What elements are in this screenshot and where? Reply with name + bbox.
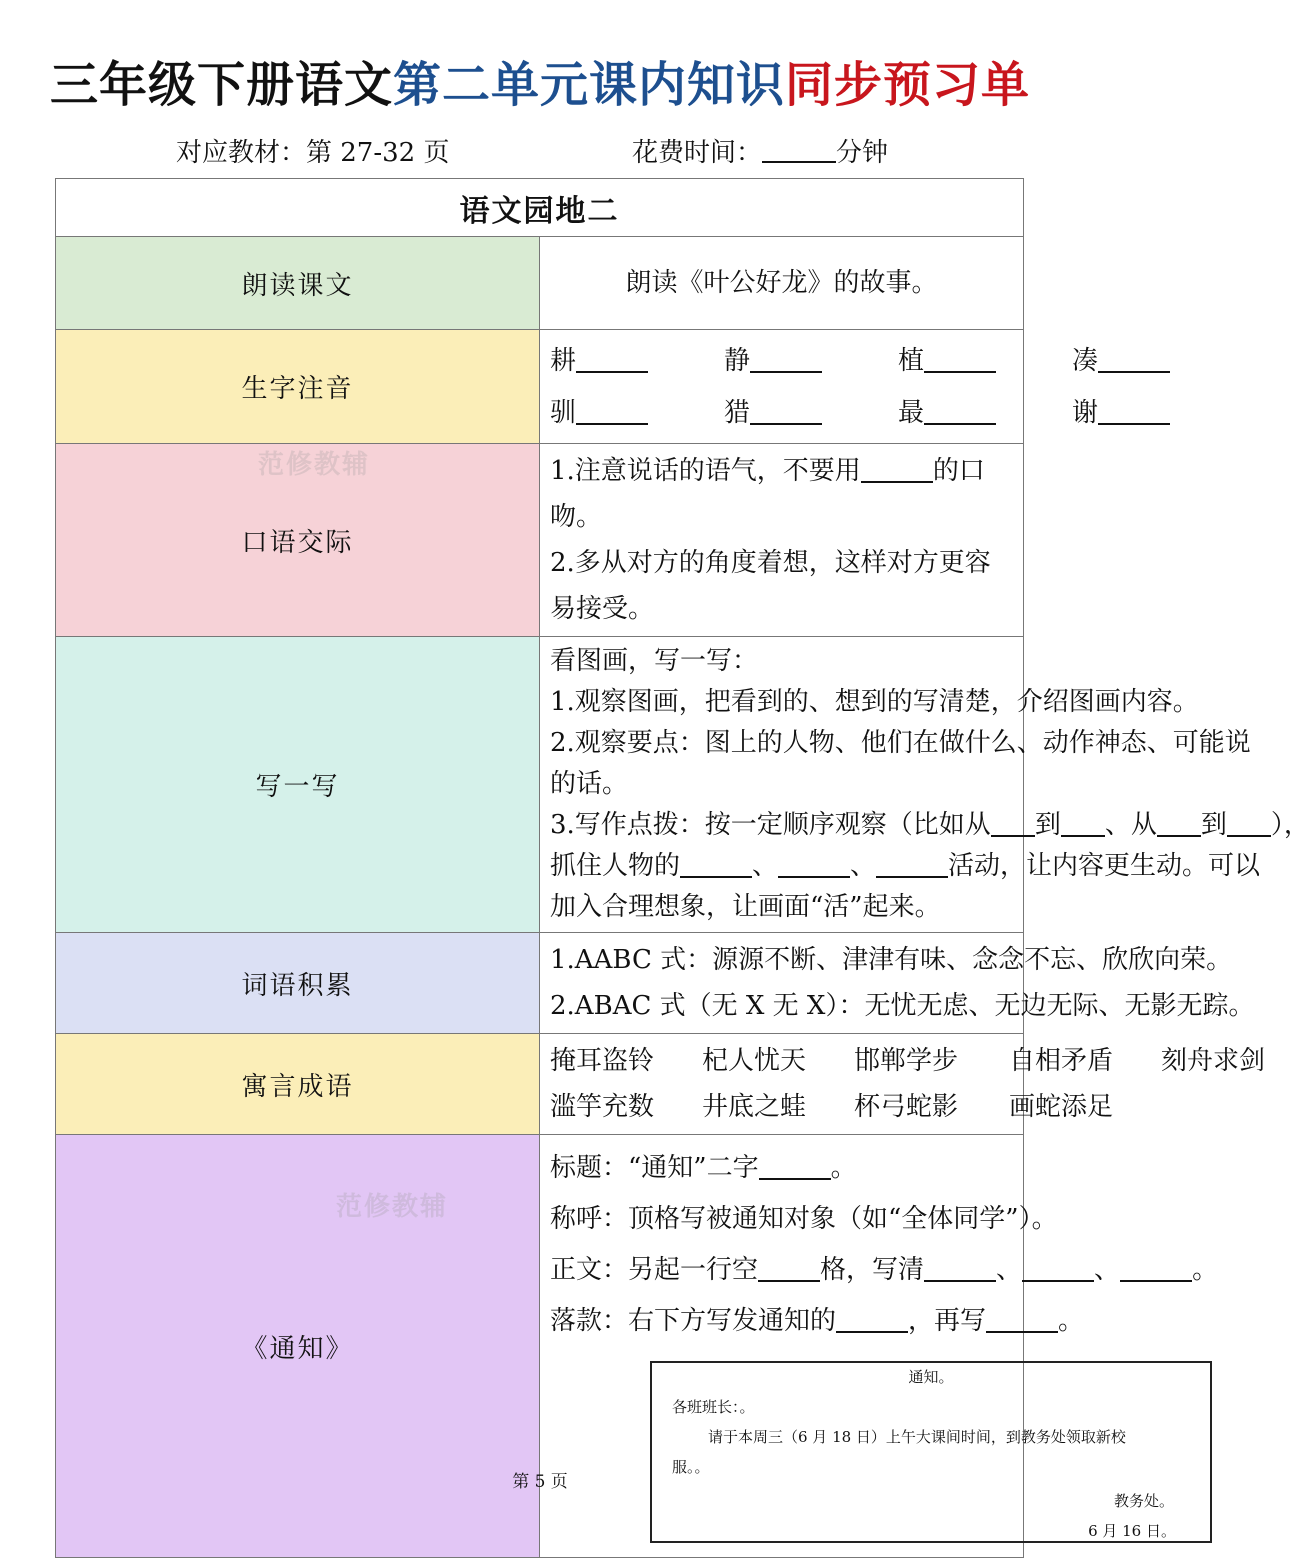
reading-label: 朗读课文	[56, 237, 540, 330]
words-line-2: 2.ABAC 式（无 X 无 X）：无忧无虑、无边无际、无影无踪。	[550, 991, 1255, 1021]
detail-blank[interactable]	[680, 852, 752, 878]
page-number: 第 5 页	[512, 1472, 568, 1492]
sample-notice	[650, 1361, 1212, 1543]
pinyin-blank[interactable]	[750, 399, 822, 425]
time-spent	[632, 132, 888, 169]
char-item: 谢	[1072, 387, 1246, 439]
idiom-item: 画蛇添足	[1009, 1092, 1114, 1122]
oral-content	[540, 444, 1024, 637]
pinyin-blank[interactable]	[1098, 347, 1170, 373]
sample-notice-title: 通知。	[908, 1368, 954, 1386]
pinyin-blank[interactable]	[750, 347, 822, 373]
idiom-item: 自相矛盾	[1009, 1046, 1114, 1076]
notice-line-3: 正文：另起一行空 格，写清 、 、 。	[550, 1255, 1219, 1285]
reading-text: 朗读《叶公好龙》的故事。	[540, 237, 1024, 330]
time-unit: 分钟	[836, 138, 889, 168]
sample-notice-body-cont: 服。。	[672, 1458, 710, 1476]
writing-line-5: 加入合理想象，让画面“活”起来。	[550, 892, 941, 922]
idiom-item: 滥竽充数	[550, 1092, 655, 1122]
title-part-3: 同步预习单	[785, 57, 1031, 113]
page-title	[0, 46, 1080, 115]
title-blank[interactable]	[759, 1154, 831, 1180]
char-item: 耕	[550, 335, 724, 387]
detail-blank[interactable]	[876, 852, 948, 878]
oral-line-2: 2.多从对方的角度着想，这样对方更容易接受。	[550, 548, 991, 624]
writing-line-2b: 的话。	[550, 769, 629, 799]
writing-line-4: 抓住人物的 、 、 活动，让内容更生动。可以	[550, 851, 1261, 881]
pinyin-blank[interactable]	[576, 399, 648, 425]
time-label: 花费时间：	[632, 138, 763, 168]
sender-blank[interactable]	[836, 1307, 908, 1333]
order-blank[interactable]	[1157, 811, 1201, 837]
order-blank[interactable]	[1227, 811, 1271, 837]
title-part-2: 第二单元课内知识	[392, 57, 785, 113]
char-item: 最	[898, 387, 1072, 439]
content-blank[interactable]	[1120, 1256, 1192, 1282]
oral-label: 口语交际	[56, 444, 540, 637]
writing-line-3: 3.写作点拨：按一定顺序观察（比如从 到 、从 到 ），	[550, 810, 1310, 840]
idiom-item: 杯弓蛇影	[854, 1092, 959, 1122]
sample-notice-sender: 教务处。	[1113, 1492, 1174, 1510]
order-blank[interactable]	[1061, 811, 1105, 837]
notice-line-2: 称呼：顶格写被通知对象（如“全体同学”）。	[550, 1204, 1058, 1234]
title-part-1: 三年级下册语文	[49, 57, 393, 113]
char-item: 静	[724, 335, 898, 387]
notice-content	[540, 1135, 1219, 1558]
idiom-item: 掩耳盗铃	[550, 1046, 655, 1076]
idioms-label: 寓言成语	[56, 1034, 540, 1135]
writing-line-1: 1.观察图画，把看到的、想到的写清楚，介绍图画内容。	[550, 687, 1199, 717]
sample-notice-date: 6 月 16 日。	[1088, 1522, 1176, 1540]
writing-line-2: 2.观察要点：图上的人物、他们在做什么、动作神态、可能说	[550, 728, 1251, 758]
writing-label: 写一写	[56, 637, 540, 933]
char-item: 植	[898, 335, 1072, 387]
watermark: 范修教辅	[258, 450, 371, 480]
writing-content	[540, 637, 1310, 933]
time-blank	[762, 139, 836, 163]
detail-blank[interactable]	[778, 852, 850, 878]
notice-line-1: 标题：“通知”二字 。	[550, 1153, 857, 1183]
writing-intro: 看图画，写一写：	[550, 646, 759, 676]
words-label: 词语积累	[56, 933, 540, 1034]
char-item: 驯	[550, 387, 724, 439]
textbook-pages: 对应教材：第 27-32 页	[176, 138, 450, 168]
pinyin-blank[interactable]	[924, 399, 996, 425]
characters-content	[540, 330, 1099, 444]
section-title: 语文园地二	[56, 179, 1024, 237]
pinyin-blank[interactable]	[576, 347, 648, 373]
characters-label: 生字注音	[56, 330, 540, 444]
sample-notice-body: 请于本周三（6 月 18 日）上午大课间时间，到教务处领取新校	[708, 1428, 1126, 1446]
words-content	[540, 933, 1255, 1034]
idiom-item: 邯郸学步	[854, 1046, 959, 1076]
idiom-item: 杞人忧天	[702, 1046, 807, 1076]
char-item: 猎	[724, 387, 898, 439]
tone-blank[interactable]	[861, 457, 933, 483]
idiom-item: 井底之蛙	[702, 1092, 807, 1122]
notice-label: 《通知》	[56, 1135, 540, 1558]
pinyin-blank[interactable]	[1098, 399, 1170, 425]
pinyin-blank[interactable]	[924, 347, 996, 373]
watermark: 范修教辅	[336, 1192, 449, 1222]
char-item: 凑	[1072, 335, 1246, 387]
oral-line-1: 1.注意说话的语气，不要用 的口吻。	[550, 456, 985, 532]
worksheet-table	[55, 178, 1310, 1558]
sample-notice-greeting: 各班班长：。	[672, 1398, 755, 1416]
content-blank[interactable]	[1022, 1256, 1094, 1282]
order-blank[interactable]	[991, 811, 1035, 837]
indent-blank[interactable]	[758, 1256, 820, 1282]
content-blank[interactable]	[924, 1256, 996, 1282]
date-blank[interactable]	[986, 1307, 1058, 1333]
idioms-content	[540, 1034, 1266, 1135]
notice-line-4: 落款：右下方写发通知的 ，再写 。	[550, 1306, 1085, 1336]
idiom-item: 刻舟求剑	[1161, 1046, 1266, 1076]
words-line-1: 1.AABC 式：源源不断、津津有味、念念不忘、欣欣向荣。	[550, 945, 1233, 975]
